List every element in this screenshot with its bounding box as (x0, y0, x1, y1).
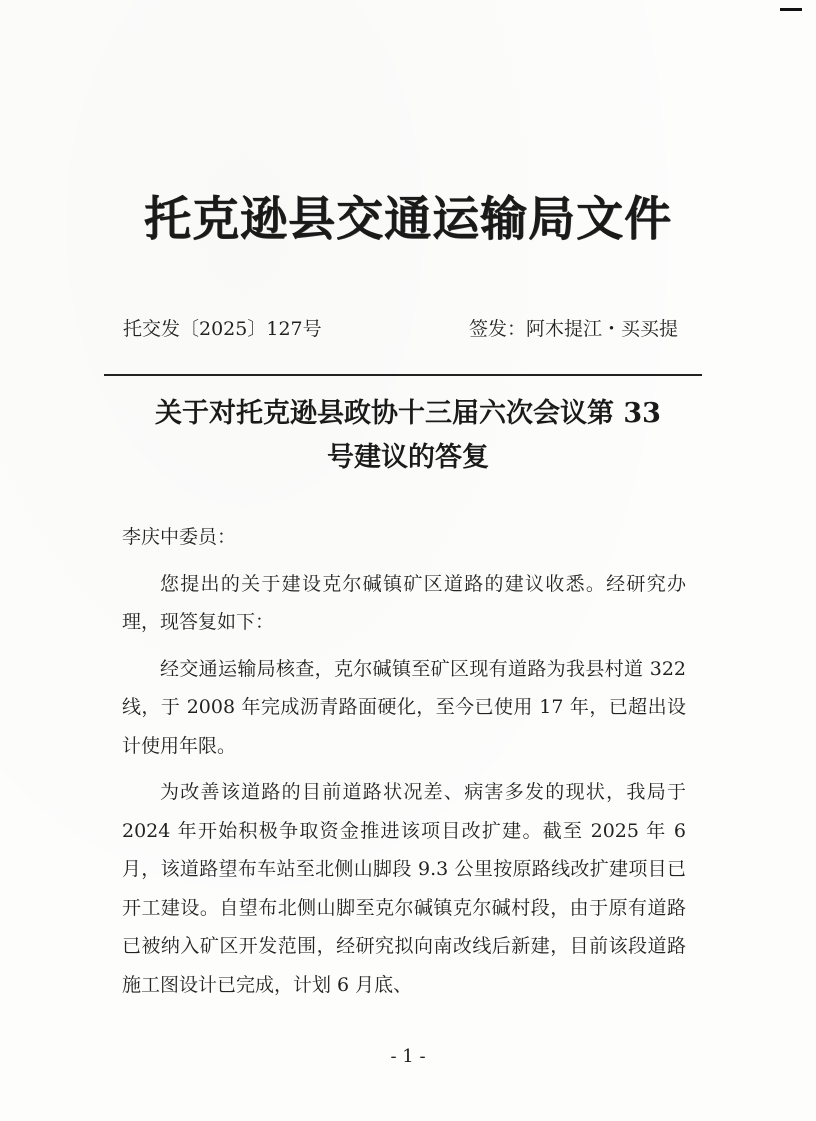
paragraph-1: 您提出的关于建设克尔碱镇矿区道路的建议收悉。经研究办理，现答复如下： (122, 572, 686, 633)
document-title (110, 392, 706, 480)
page-number: - 1 - (390, 1046, 426, 1067)
document-meta (123, 314, 678, 344)
issuing-authority-header: 托克逊县交通运输局文件 (144, 192, 672, 247)
document-title-line-1: 关于对托克逊县政协十三届六次会议第 33 (155, 398, 661, 429)
scan-mark (780, 8, 802, 11)
document-number: 托交发〔2025〕127号 (123, 318, 322, 340)
header-divider (104, 374, 702, 376)
signer: 签发：阿木提江・买买提 (468, 318, 678, 340)
document-title-line-2: 号建议的答复 (327, 442, 489, 473)
document-body (122, 518, 686, 1012)
paragraph-3: 为改善该道路的目前道路状况差、病害多发的现状，我局于 2024 年开始积极争取资金推进该项目改扩建。截至 2025 年 6 月，该道路望布车站至北侧山脚段 9.3 公里按原路线改扩建项目已开工建设。自望布北侧山脚至克尔碱镇克尔碱村段，由于原有道路已被纳入矿区开发范围，经研究拟向南改线后新建，目前该段道路施工图设计已完成，计划 6 月底、 (122, 781, 686, 996)
salutation: 李庆中委员： (122, 526, 237, 548)
paragraph-2: 经交通运输局核查，克尔碱镇至矿区现有道路为我县村道 322 线，于 2008 年完成沥青路面硬化，至今已使用 17 年，已超出设计使用年限。 (122, 657, 686, 757)
